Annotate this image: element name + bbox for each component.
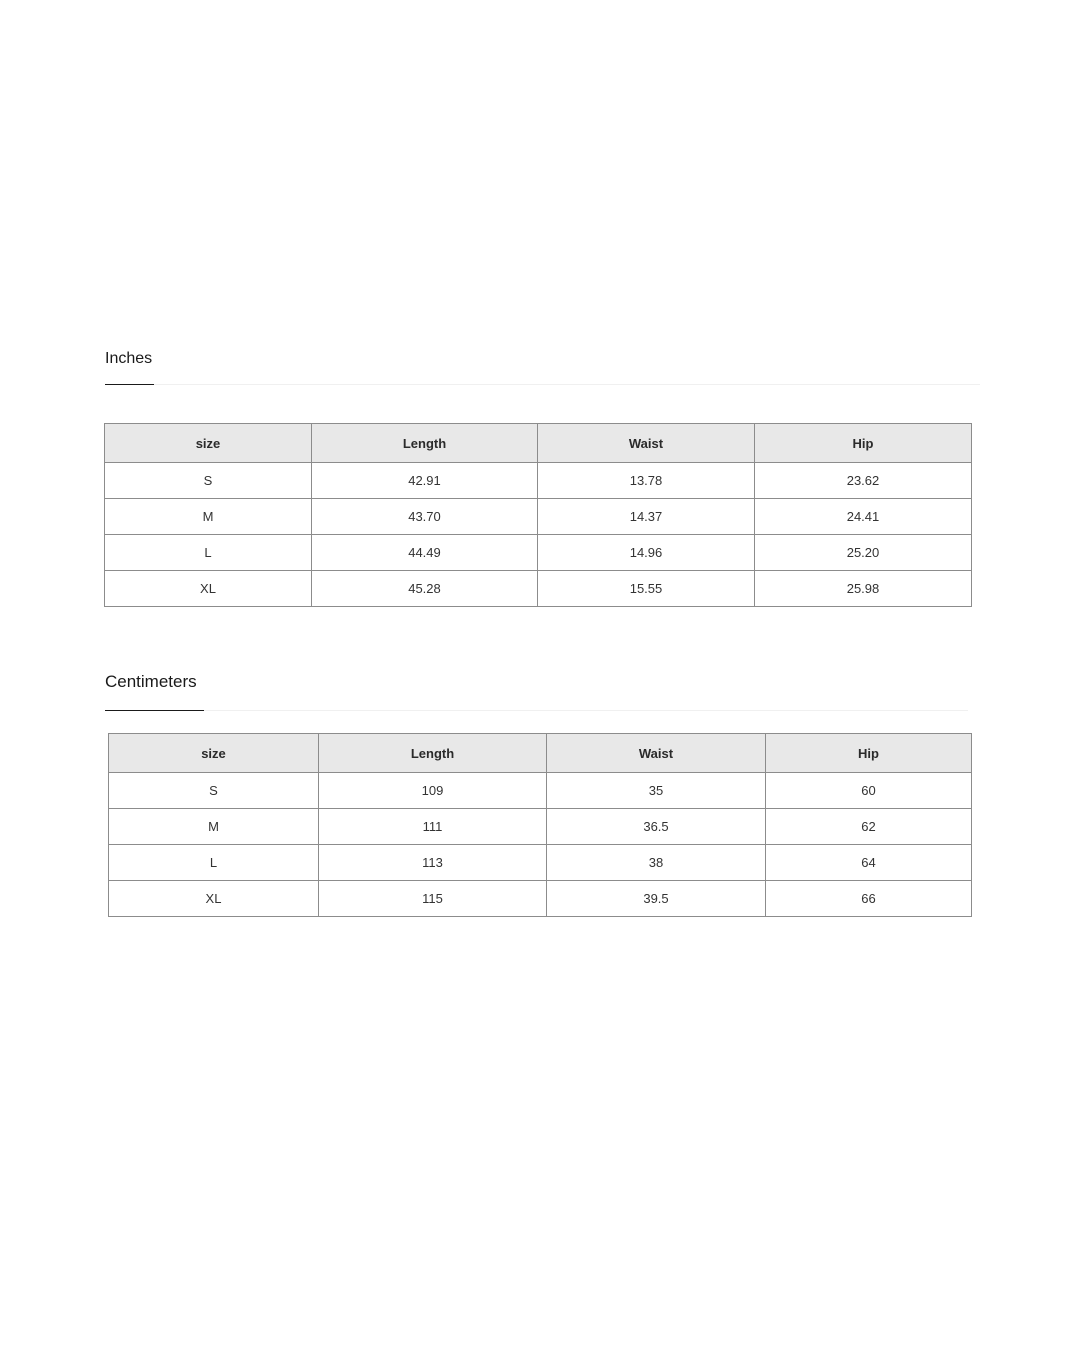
tab-inches-underline	[105, 384, 154, 385]
column-header-length: Length	[312, 424, 538, 463]
cell-hip: 25.20	[755, 535, 972, 571]
table-row	[109, 845, 972, 881]
cell-waist: 15.55	[538, 571, 755, 607]
cell-size: S	[105, 463, 312, 499]
tab-bar-divider	[154, 384, 980, 385]
tab-inches[interactable]: Inches	[105, 350, 153, 367]
cell-length: 111	[319, 809, 547, 845]
cell-waist: 13.78	[538, 463, 755, 499]
cell-length: 113	[319, 845, 547, 881]
table-header-row	[109, 734, 972, 773]
cell-size: S	[109, 773, 319, 809]
cell-waist: 35	[547, 773, 766, 809]
column-header-hip: Hip	[755, 424, 972, 463]
cell-waist: 39.5	[547, 881, 766, 917]
column-header-size: size	[109, 734, 319, 773]
table-row	[109, 809, 972, 845]
cell-length: 42.91	[312, 463, 538, 499]
cell-length: 43.70	[312, 499, 538, 535]
cell-size: M	[109, 809, 319, 845]
cell-size: XL	[105, 571, 312, 607]
cell-waist: 38	[547, 845, 766, 881]
cell-hip: 24.41	[755, 499, 972, 535]
table-row	[105, 463, 972, 499]
cell-hip: 23.62	[755, 463, 972, 499]
cell-length: 45.28	[312, 571, 538, 607]
table-row	[109, 773, 972, 809]
cell-length: 115	[319, 881, 547, 917]
cell-size: M	[105, 499, 312, 535]
cell-hip: 66	[766, 881, 972, 917]
cell-waist: 36.5	[547, 809, 766, 845]
column-header-waist: Waist	[538, 424, 755, 463]
cell-waist: 14.96	[538, 535, 755, 571]
tab-centimeters[interactable]: Centimeters	[105, 672, 197, 691]
table-header-row	[105, 424, 972, 463]
column-header-hip: Hip	[766, 734, 972, 773]
cell-length: 44.49	[312, 535, 538, 571]
column-header-size: size	[105, 424, 312, 463]
centimeters-size-table	[108, 733, 972, 917]
table-row	[105, 571, 972, 607]
cell-hip: 60	[766, 773, 972, 809]
inches-size-table	[104, 423, 972, 607]
cell-size: L	[105, 535, 312, 571]
table-row	[105, 499, 972, 535]
table-row	[109, 881, 972, 917]
column-header-waist: Waist	[547, 734, 766, 773]
cell-size: XL	[109, 881, 319, 917]
cell-hip: 64	[766, 845, 972, 881]
cell-length: 109	[319, 773, 547, 809]
tab-bar-divider	[204, 710, 968, 711]
cell-hip: 25.98	[755, 571, 972, 607]
table-row	[105, 535, 972, 571]
column-header-length: Length	[319, 734, 547, 773]
cell-waist: 14.37	[538, 499, 755, 535]
cell-hip: 62	[766, 809, 972, 845]
cell-size: L	[109, 845, 319, 881]
tab-centimeters-underline	[105, 710, 204, 711]
